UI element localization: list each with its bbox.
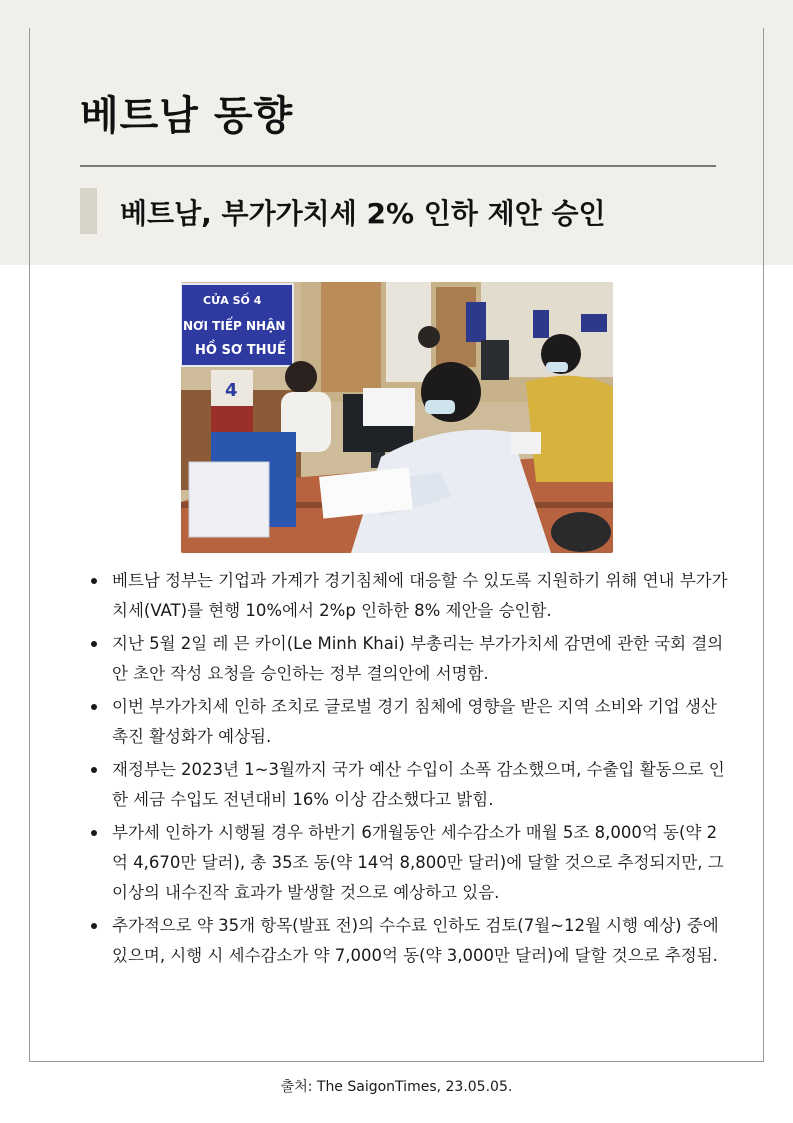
bullet-list xyxy=(88,566,728,974)
headline-accent-bar xyxy=(80,188,97,234)
article-headline: 베트남, 부가가치세 2% 인하 제안 승인 xyxy=(120,197,606,230)
list-item: 이번 부가가치세 인하 조치로 글로벌 경기 침체에 영향을 받은 지역 소비와 기업 생산 촉진 활성화가 예상됨. xyxy=(88,692,728,752)
list-item: 부가세 인하가 시행될 경우 하반기 6개월동안 세수감소가 매월 5조 8,000억 동(약 2억 4,670만 달러), 총 35조 동(약 14억 8,800만 달러)에 달할 것으로 추정되지만, 그 이상의 내수진작 효과가 발생할 것으로 예상하고 있음. xyxy=(88,818,728,908)
photo-sign-line1: NƠI TIẾP NHẬN xyxy=(183,319,286,333)
section-title: 베트남 동향 xyxy=(80,93,294,139)
article-photo xyxy=(181,282,613,553)
list-item: 베트남 정부는 기업과 가계가 경기침체에 대응할 수 있도록 지원하기 위해 연내 부가가치세(VAT)를 현행 10%에서 2%p 인하한 8% 제안을 승인함. xyxy=(88,566,728,626)
title-divider xyxy=(80,165,716,167)
list-item: 재정부는 2023년 1~3월까지 국가 예산 수입이 소폭 감소했으며, 수출입 활동으로 인한 세금 수입도 전년대비 16% 이상 감소했다고 밝힘. xyxy=(88,755,728,815)
photo-counter-number: 4 xyxy=(225,380,238,401)
photo-sign-window: CỬA SỐ 4 xyxy=(203,294,262,307)
list-item: 지난 5월 2일 레 믄 카이(Le Minh Khai) 부총리는 부가가치세 감면에 관한 국회 결의안 초안 작성 요청을 승인하는 정부 결의안에 서명함. xyxy=(88,629,728,689)
list-item: 추가적으로 약 35개 항목(발표 전)의 수수료 인하도 검토(7월~12월 시행 예상) 중에 있으며, 시행 시 세수감소가 약 7,000억 동(약 3,000만 달러)에 달할 것으로 추정됨. xyxy=(88,911,728,971)
photo-sign-line2: HỒ SƠ THUẾ xyxy=(195,343,286,358)
source-citation: 출처: The SaigonTimes, 23.05.05. xyxy=(280,1079,513,1095)
